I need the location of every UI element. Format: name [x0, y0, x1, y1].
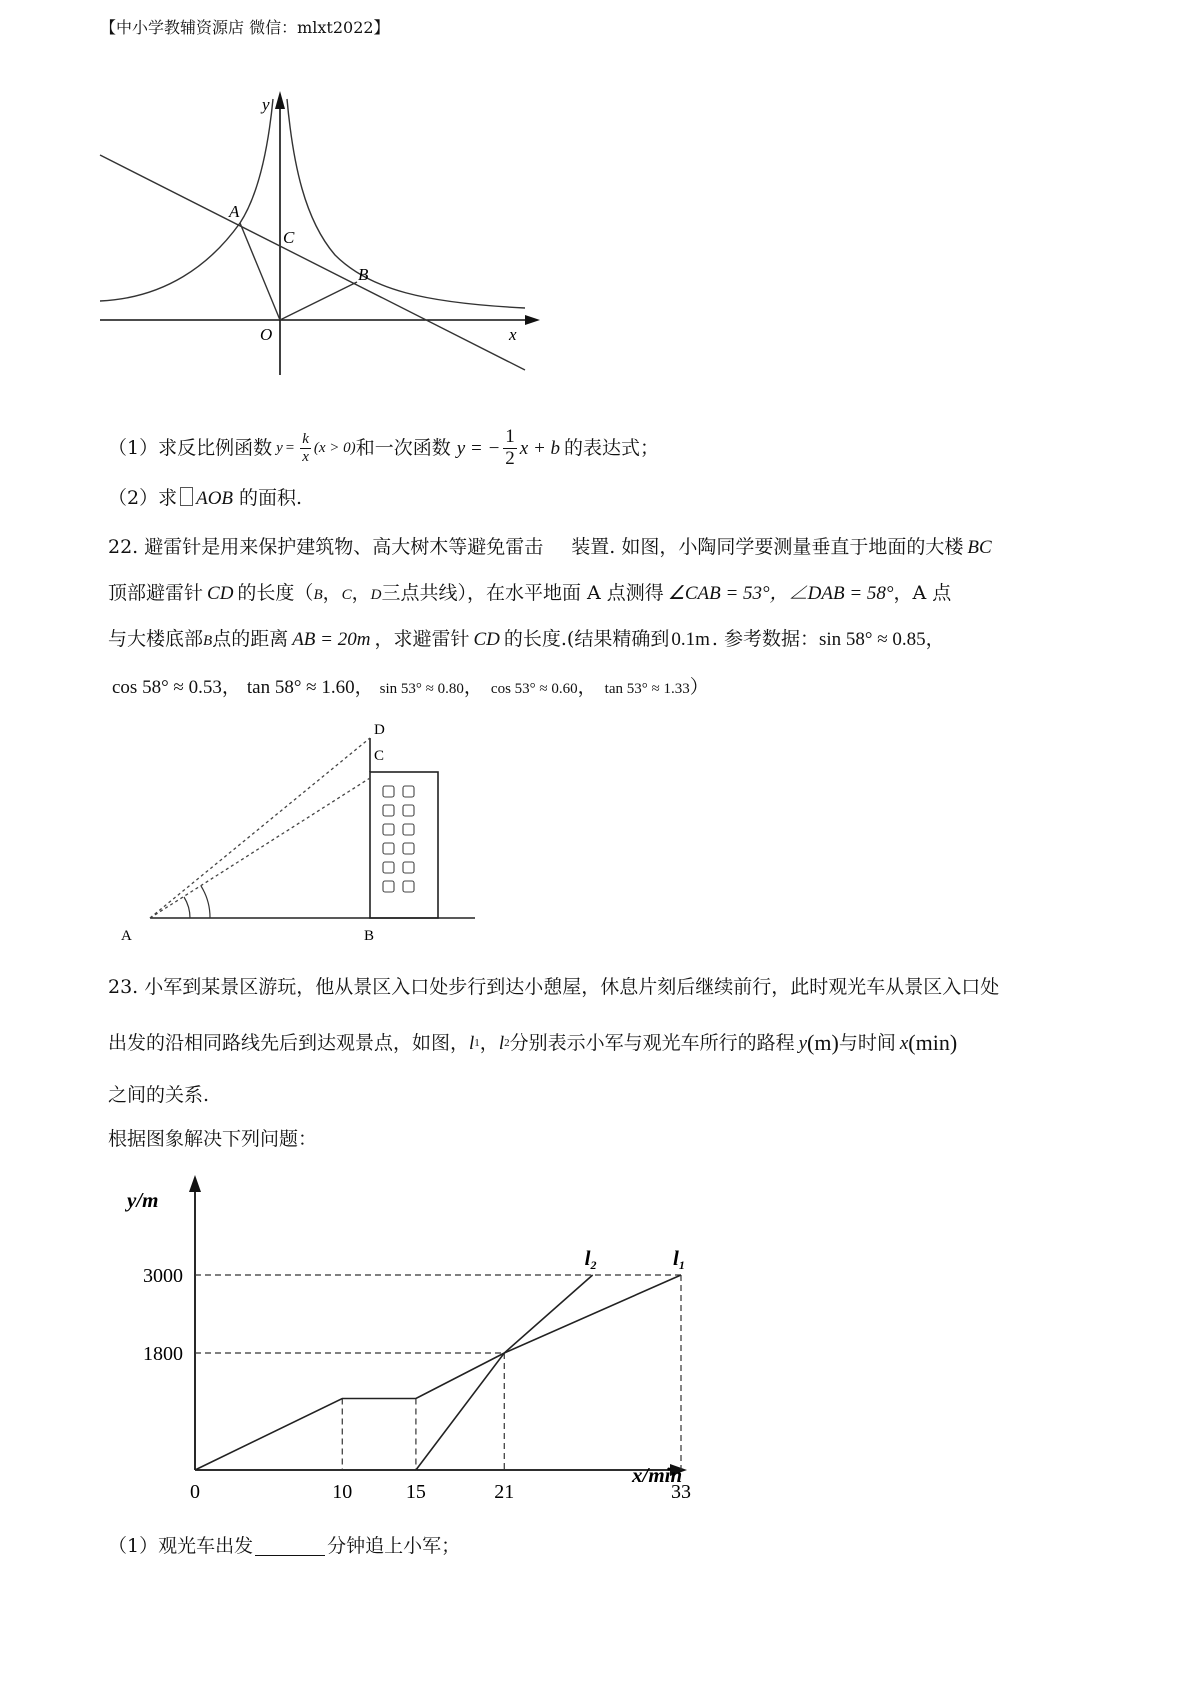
q23-l2c: 与时间: [838, 1031, 896, 1054]
series-label-l1: l1: [673, 1246, 685, 1272]
q22-l2a: 顶部避雷针: [108, 582, 204, 604]
q22-l3a: 与大楼底部: [108, 628, 204, 650]
q23-l2b: 分别表示小军与观光车所行的路程: [509, 1031, 795, 1054]
q22-line3: [108, 630, 945, 649]
point-O-label: O: [260, 325, 273, 344]
q21-p1-two: 2: [505, 447, 515, 469]
window: [383, 862, 394, 873]
q21-p1-tail: x + b: [519, 437, 561, 459]
q22-line1: [108, 538, 992, 557]
q23-ym: (m): [807, 1030, 839, 1055]
q22-l2i: 三点共线），在水平地面 A 点测得: [381, 582, 664, 604]
point-A-label: A: [121, 928, 132, 944]
q22-l3c: 点的距离: [212, 628, 289, 650]
segment-OB: [280, 282, 357, 320]
y-axis-label: y: [262, 95, 270, 114]
q21-fraction-k-over-x: [300, 431, 311, 465]
q22-l4e: sin 53° ≈ 0.80: [379, 681, 464, 697]
q22-l3b: B: [203, 633, 213, 649]
q22-l3f: CD: [473, 629, 500, 650]
q21-part2: [108, 487, 302, 508]
q21-part1: [108, 418, 659, 478]
q22-l4f: ，: [463, 676, 483, 698]
window: [383, 843, 394, 854]
y-axis-label: y/m: [127, 1188, 159, 1212]
y-tick-label: 3000: [143, 1265, 183, 1287]
q23-line3: 之间的关系.: [108, 1084, 210, 1106]
q22-l2h: D: [370, 587, 382, 603]
q22-l4g: cos 53° ≈ 0.60: [490, 681, 578, 697]
q22-l2f: C: [341, 587, 352, 603]
q22-l1c: BC: [967, 537, 992, 558]
y-axis-arrow: [275, 91, 285, 109]
q22-l3j: sin 58° ≈ 0.85: [818, 629, 926, 650]
linear-function-line: [100, 155, 525, 370]
q21-p1-y: y: [276, 439, 283, 456]
q21-p1-one: 1: [505, 425, 515, 447]
q22-l2e: ，: [322, 582, 342, 604]
angle-arc-inner: [184, 897, 190, 918]
q22-l3d: AB = 20m: [292, 629, 371, 650]
y-tick-label: 1800: [143, 1343, 183, 1365]
q21-p1-eq: =: [285, 439, 295, 456]
x-tick-label: 15: [405, 1481, 426, 1500]
window: [403, 881, 414, 892]
window: [403, 843, 414, 854]
q21-p2-tri: AOB: [196, 488, 234, 509]
point-B-label: B: [364, 928, 375, 944]
x-axis-arrow: [525, 315, 540, 325]
window: [403, 824, 414, 835]
x-axis-label: x: [509, 325, 517, 344]
window: [403, 862, 414, 873]
q22-l2d: B: [313, 587, 323, 603]
q23-l2a: 出发的沿相同路线先后到达观景点，如图，: [108, 1031, 470, 1054]
q22-l3h: 0.1m: [671, 629, 710, 650]
q22-l1a: 22. 避雷针是用来保护建筑物、高大树木等避免雷击: [108, 536, 544, 558]
x-tick-label: 10: [332, 1481, 353, 1500]
q22-l2k: ，A 点: [893, 582, 952, 604]
q21-p1-x: x: [302, 448, 309, 465]
q22-l2b: CD: [207, 583, 234, 604]
q22-l4i: tan 53° ≈ 1.33: [604, 681, 690, 697]
q21-p1-mid: 和一次函数: [355, 436, 451, 459]
figure-hyperbola: [95, 85, 545, 380]
figure-building: [105, 720, 485, 950]
window: [383, 805, 394, 816]
page-header: 【中小学教辅资源店 微信：mlxt2022】: [100, 18, 390, 37]
point-A-label: A: [229, 202, 240, 221]
x-tick-label: 33: [671, 1481, 691, 1500]
q22-l4d: ，: [354, 676, 374, 698]
q21-p1-prefix: （1）求反比例函数: [108, 436, 273, 459]
window: [403, 786, 414, 797]
q23-p1b: 分钟追上小军；: [327, 1535, 461, 1557]
q22-l4b: ，: [221, 676, 241, 698]
q23-y: y: [798, 1032, 808, 1054]
x-tick-label: 21: [494, 1481, 515, 1500]
y-axis-arrow: [189, 1175, 201, 1192]
q21-p2-suffix: 的面积.: [239, 487, 303, 509]
q23-l1: l: [469, 1032, 475, 1054]
series-label-l2: l2: [584, 1246, 597, 1272]
q21-p1-cond: (x > 0): [313, 439, 356, 456]
q23-l1sub: 1: [474, 1036, 480, 1049]
q22-line4: [112, 678, 709, 697]
q22-l4h: ，: [577, 676, 597, 698]
q23-comma: ，: [479, 1031, 499, 1054]
angle-arc-outer: [201, 886, 210, 918]
point-C-label: C: [283, 228, 295, 247]
q23-x: x: [899, 1032, 909, 1054]
q23-line4: 根据图象解决下列问题：: [108, 1128, 318, 1150]
q23-xmin: (min): [908, 1030, 958, 1055]
window: [383, 786, 394, 797]
q23-l2sub: 2: [504, 1036, 510, 1049]
q22-l4a: cos 58° ≈ 0.53: [112, 677, 222, 698]
q21-p1-eq2: y = −: [456, 437, 501, 459]
series-line-l2: [416, 1275, 593, 1470]
q22-line2: [108, 584, 951, 603]
building: [370, 772, 438, 918]
q22-l2c: 的长度（: [237, 582, 314, 604]
q22-l2g: ，: [351, 582, 371, 604]
q21-p2-prefix: （2）求: [108, 487, 178, 509]
distance-time-chart: [105, 1170, 725, 1500]
hyperbola-right-branch: [287, 99, 525, 308]
point-B-label: B: [358, 265, 369, 284]
q23-line2: [108, 1030, 957, 1056]
q23-part1: [108, 1537, 460, 1556]
building-windows: [383, 786, 414, 892]
sight-line-AD: [150, 738, 370, 918]
q22-l4j: ）: [689, 676, 709, 698]
sight-line-AC: [150, 778, 370, 918]
q22-l2j: ∠CAB = 53°，∠DAB = 58°: [667, 583, 894, 604]
q23-p1a: （1）观光车出发: [108, 1535, 254, 1557]
x-axis-label: x/min: [632, 1463, 683, 1487]
q22-l4c: tan 58° ≈ 1.60: [246, 677, 355, 698]
segment-OA: [240, 223, 280, 320]
answer-blank[interactable]: [255, 1537, 325, 1556]
x-tick-label: 0: [190, 1481, 200, 1500]
q22-l3i: . 参考数据：: [711, 628, 819, 650]
window: [383, 824, 394, 835]
triangle-symbol-icon: [180, 487, 193, 506]
q22-l1b: 装置. 如图，小陶同学要测量垂直于地面的大楼: [571, 536, 964, 558]
q23-l2: l: [498, 1032, 505, 1054]
q22-l3g: 的长度.(结果精确到: [503, 628, 670, 650]
q21-p1-suffix: 的表达式；: [564, 436, 660, 459]
q22-l3e: ，求避雷针: [374, 628, 470, 650]
hyperbola-left-branch: [100, 99, 273, 301]
q21-p1-k: k: [302, 431, 309, 447]
q22-l3k: ，: [925, 628, 945, 650]
q21-fraction-one-half: [503, 427, 517, 470]
window: [403, 805, 414, 816]
point-D-label: D: [374, 722, 385, 738]
window: [383, 881, 394, 892]
q23-line1: 23. 小军到某景区游玩，他从景区入口处步行到达小憩屋，休息片刻后继续前行，此时观光车从景区入口处: [108, 976, 1000, 998]
point-C-label: C: [374, 748, 385, 764]
